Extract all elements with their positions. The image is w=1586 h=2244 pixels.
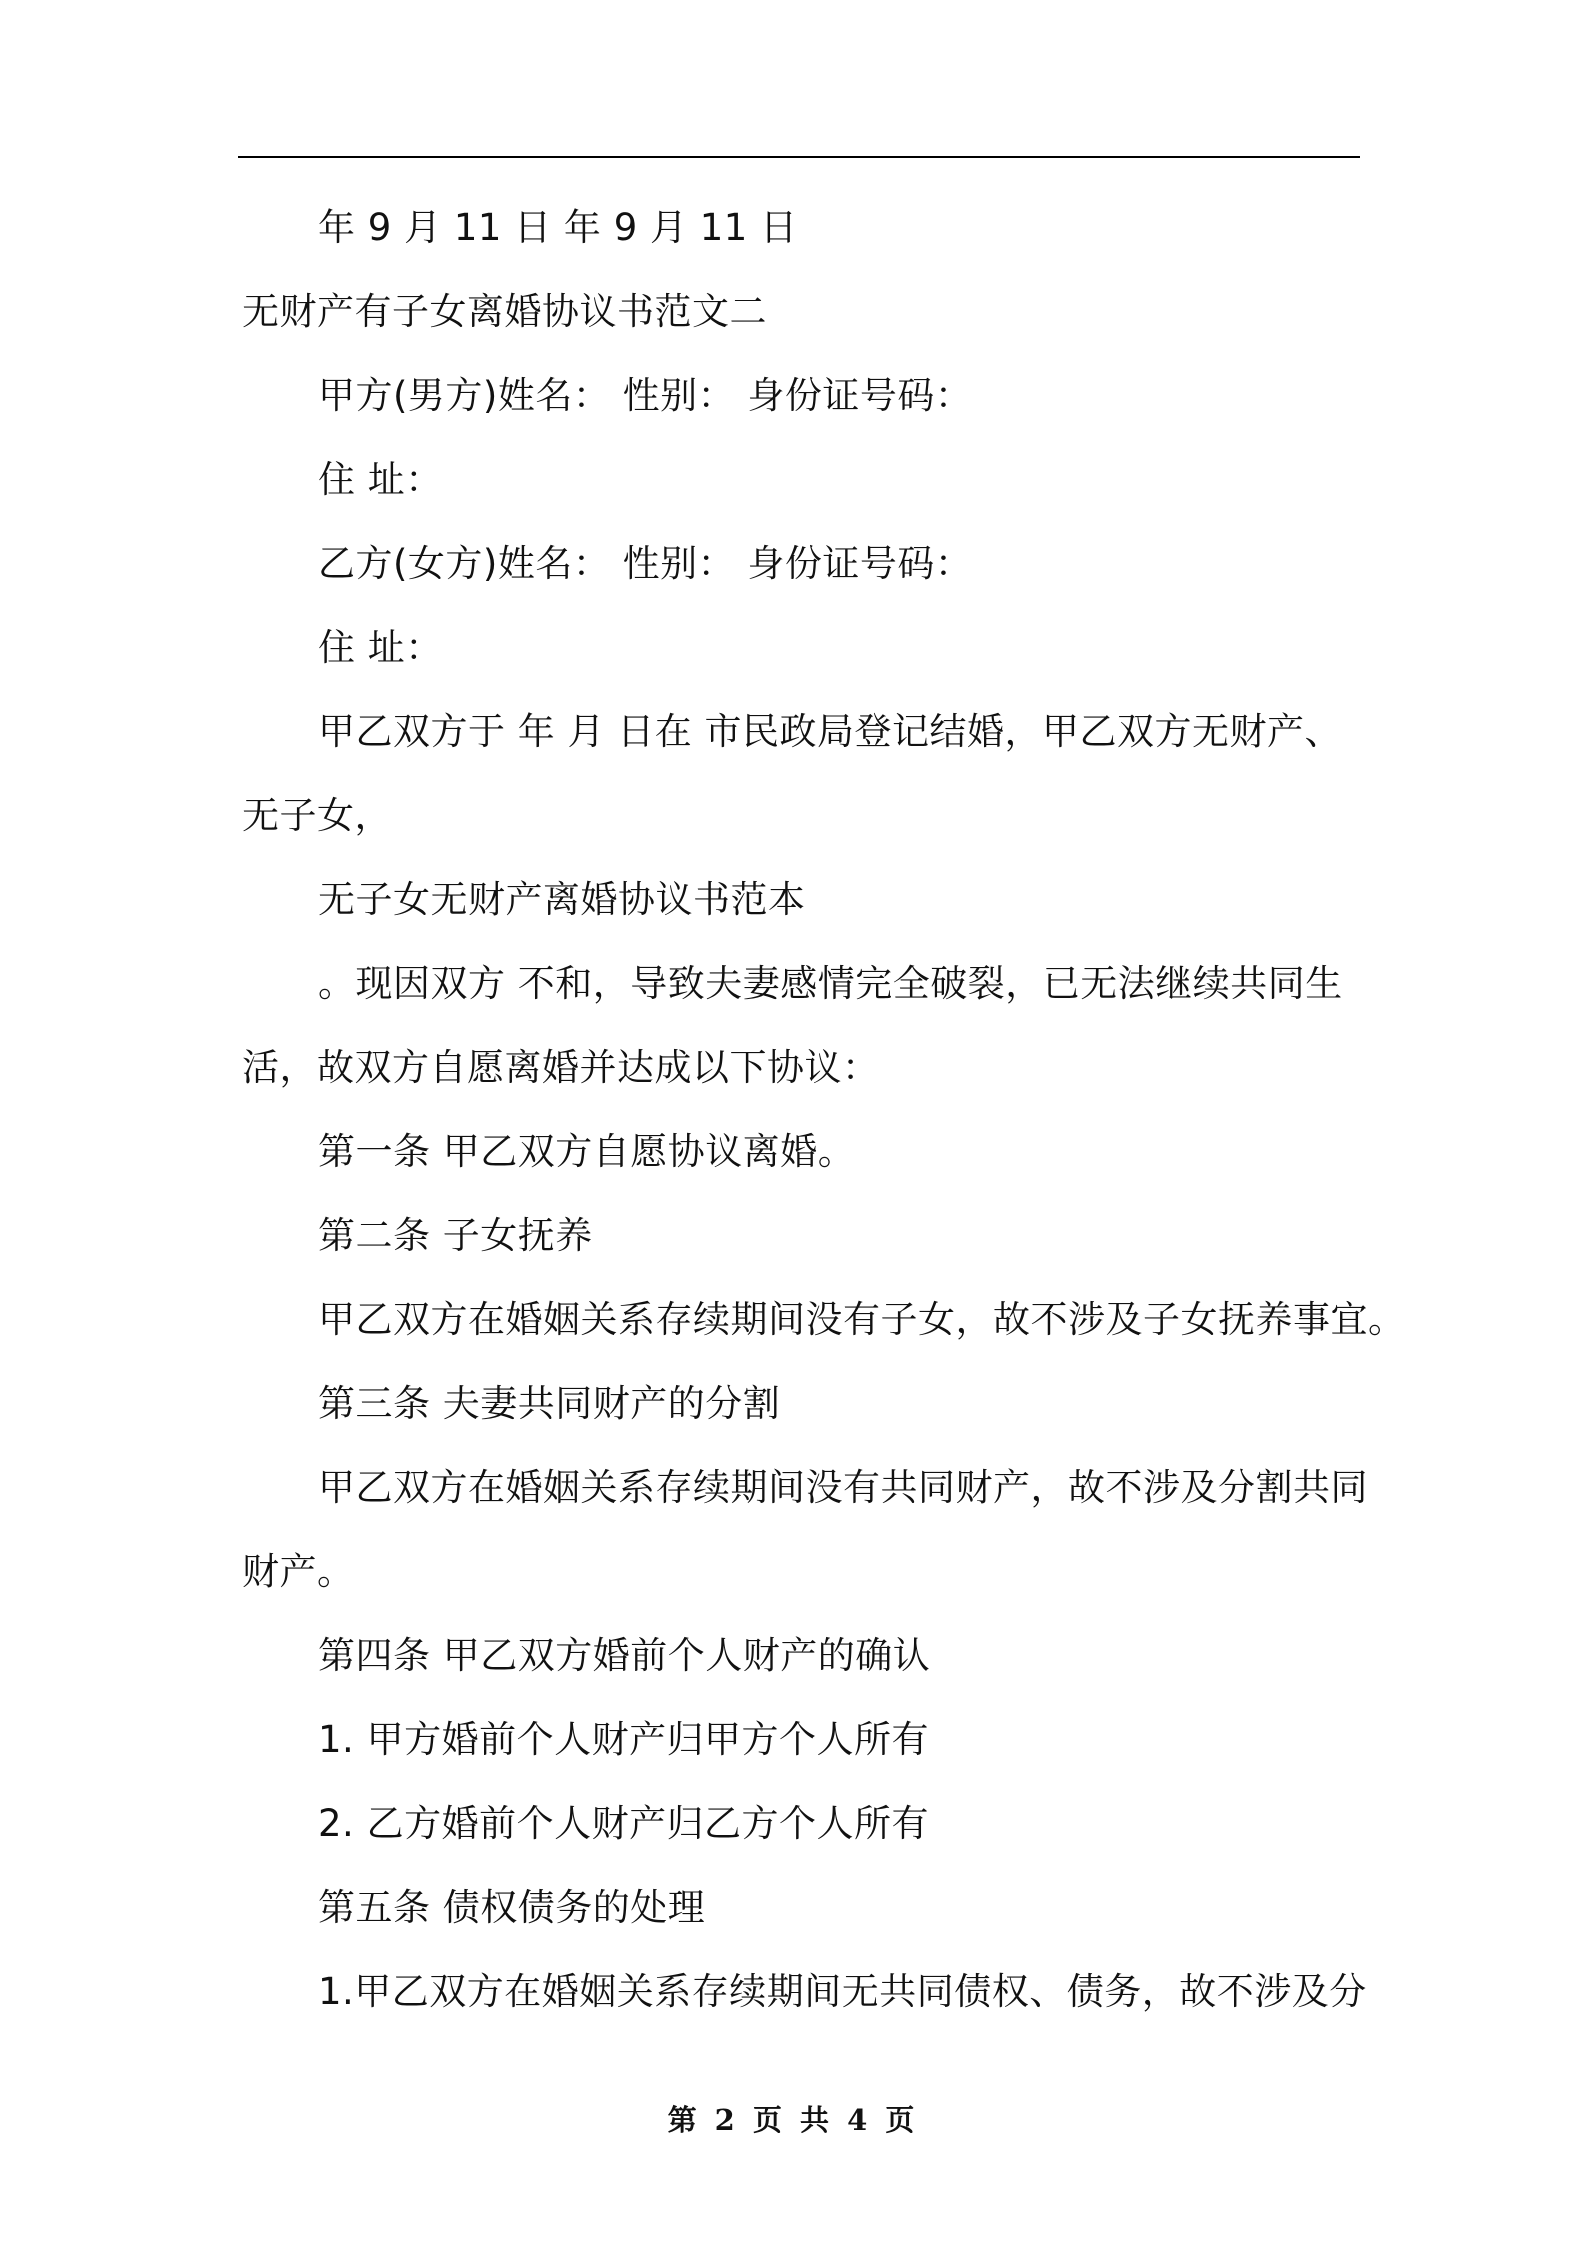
party-b-address: 住 址： bbox=[318, 626, 443, 669]
article-3-body-cont: 财产。 bbox=[242, 1550, 355, 1593]
header-rule bbox=[238, 156, 1360, 158]
section-title: 无财产有子女离婚协议书范文二 bbox=[242, 290, 767, 333]
date-line: 年 9 月 11 日 年 9 月 11 日 bbox=[318, 206, 798, 249]
marriage-registration-line-cont: 无子女， bbox=[242, 794, 392, 837]
article-5-title: 第五条 债权债务的处理 bbox=[318, 1886, 706, 1929]
article-5-item-1: 1.甲乙双方在婚姻关系存续期间无共同债权、债务，故不涉及分 bbox=[318, 1970, 1367, 2013]
template-heading: 无子女无财产离婚协议书范本 bbox=[318, 878, 806, 921]
marriage-registration-line: 甲乙双方于 年 月 日在 市民政局登记结婚，甲乙双方无财产、 bbox=[318, 710, 1343, 753]
article-2-body: 甲乙双方在婚姻关系存续期间没有子女，故不涉及子女抚养事宜。 bbox=[318, 1298, 1406, 1341]
reason-paragraph: 。现因双方 不和，导致夫妻感情完全破裂，已无法继续共同生 bbox=[318, 962, 1343, 1005]
party-a-address: 住 址： bbox=[318, 458, 443, 501]
reason-paragraph-cont: 活，故双方自愿离婚并达成以下协议： bbox=[242, 1046, 880, 1089]
party-b-info: 乙方(女方)姓名： 性别： 身份证号码： bbox=[318, 542, 973, 585]
article-4-item-1: 1. 甲方婚前个人财产归甲方个人所有 bbox=[318, 1718, 930, 1761]
article-4-item-2: 2. 乙方婚前个人财产归乙方个人所有 bbox=[318, 1802, 930, 1845]
article-3-body: 甲乙双方在婚姻关系存续期间没有共同财产，故不涉及分割共同 bbox=[318, 1466, 1368, 1509]
page-footer: 第 2 页 共 4 页 bbox=[667, 2103, 919, 2137]
article-1: 第一条 甲乙双方自愿协议离婚。 bbox=[318, 1130, 856, 1173]
article-3-title: 第三条 夫妻共同财产的分割 bbox=[318, 1382, 781, 1425]
article-2-title: 第二条 子女抚养 bbox=[318, 1214, 593, 1257]
party-a-info: 甲方(男方)姓名： 性别： 身份证号码： bbox=[318, 374, 973, 417]
article-4-title: 第四条 甲乙双方婚前个人财产的确认 bbox=[318, 1634, 931, 1677]
